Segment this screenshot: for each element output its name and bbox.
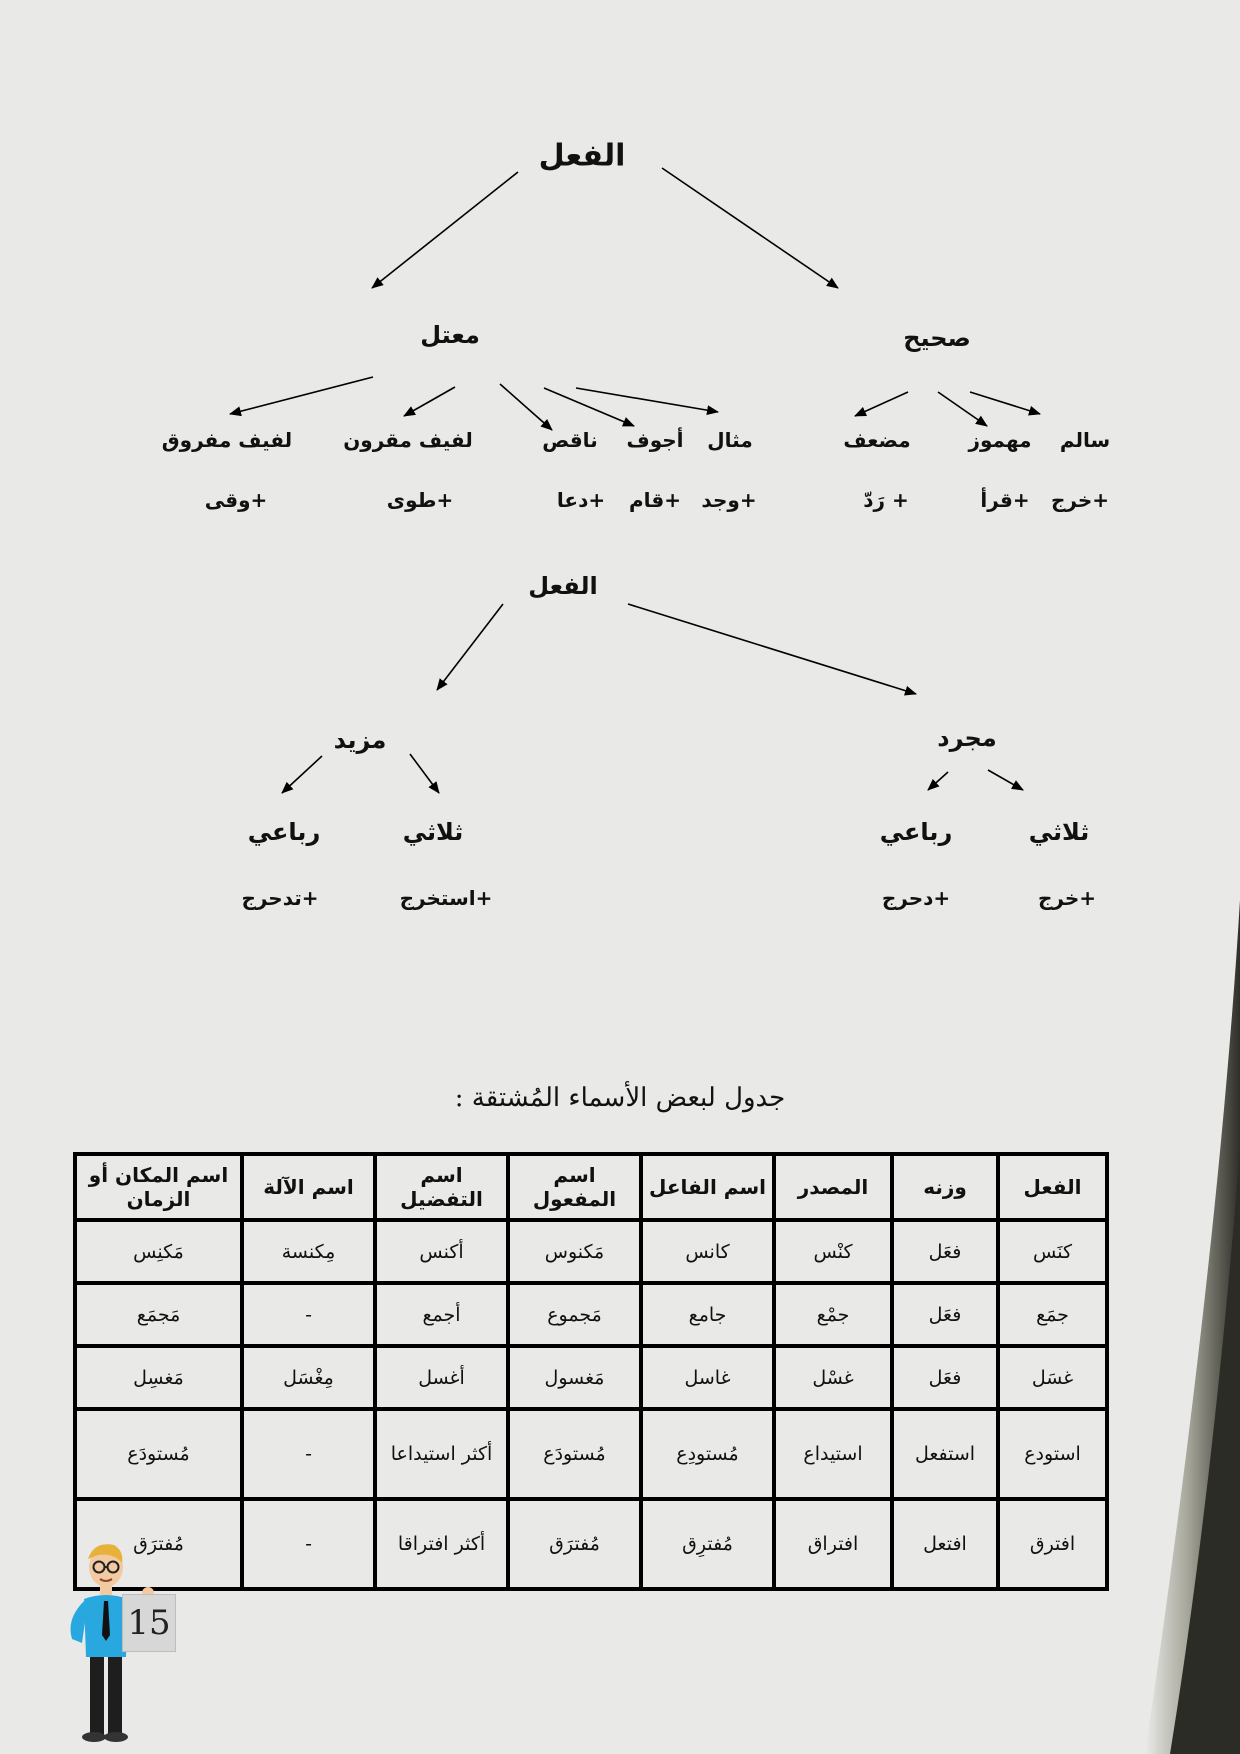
tree1-mahmouz: مهموز bbox=[968, 428, 1032, 452]
table-header: اسم المفعول bbox=[508, 1154, 641, 1220]
arrow-mujarrad-rubai bbox=[928, 772, 948, 790]
tree2-mujarrad-thulathi-example: +خرج bbox=[1037, 886, 1097, 910]
table-cell: أجمع bbox=[375, 1283, 508, 1346]
table-cell: جمْع bbox=[774, 1283, 892, 1346]
tree2-mazid-rubai: رباعي bbox=[247, 818, 321, 846]
tree1-mahmouz-example: +قرأ bbox=[980, 488, 1030, 512]
tree2-mujarrad-rubai-example: +دحرج bbox=[881, 886, 951, 910]
arrow-root-mutal bbox=[372, 172, 518, 288]
table-cell: افتعل bbox=[892, 1499, 998, 1589]
table-cell: مَكنِس bbox=[75, 1220, 242, 1283]
tree1-ajwaf: أجوف bbox=[626, 428, 684, 452]
tree2-root: الفعل bbox=[528, 572, 598, 600]
tree2-mujarrad: مجرد bbox=[937, 724, 997, 752]
tree1-mithal: مثال bbox=[707, 428, 753, 452]
tree1-lafif-maqroun: لفيف مقرون bbox=[343, 428, 473, 452]
tree1-mutal: معتل bbox=[420, 321, 480, 349]
table-cell: مَغسول bbox=[508, 1346, 641, 1409]
table-cell: أكثر افتراقا bbox=[375, 1499, 508, 1589]
table-header: اسم الآلة bbox=[242, 1154, 375, 1220]
table-cell: جمَع bbox=[998, 1283, 1107, 1346]
arrow-sahih-salim bbox=[970, 392, 1040, 414]
tree2-mazid-thulathi-example: +استخرج bbox=[399, 886, 493, 910]
table-cell: أكنس bbox=[375, 1220, 508, 1283]
table-cell: - bbox=[242, 1283, 375, 1346]
table-cell: مُستودَع bbox=[508, 1409, 641, 1499]
arrow-mujarrad-thulathi bbox=[988, 770, 1023, 790]
table-header: المصدر bbox=[774, 1154, 892, 1220]
arrow-mutal-ajwaf bbox=[544, 388, 634, 426]
table-header: الفعل bbox=[998, 1154, 1107, 1220]
arrow-root2-mazid bbox=[437, 604, 503, 690]
arrow-sahih-mahmouz bbox=[938, 392, 987, 426]
table-row bbox=[75, 1409, 1107, 1499]
arrow-mutal-lafif-maqroun bbox=[404, 387, 455, 416]
table-cell: استفعل bbox=[892, 1409, 998, 1499]
tree1-lafif-maqroun-example: +طوى bbox=[386, 488, 454, 512]
arrow-mutal-lafif-mafrouq bbox=[230, 377, 373, 414]
table-cell: مَجموع bbox=[508, 1283, 641, 1346]
table-header: اسم الفاعل bbox=[641, 1154, 774, 1220]
tree1-mudaaf: مضعف bbox=[843, 428, 911, 452]
table-cell: مُستودَع bbox=[75, 1409, 242, 1499]
tree2-mujarrad-rubai: رباعي bbox=[879, 818, 953, 846]
table-cell: أغسل bbox=[375, 1346, 508, 1409]
table-cell: مِكنسة bbox=[242, 1220, 375, 1283]
arrow-mutal-mithal bbox=[576, 388, 718, 412]
table-cell: فعَل bbox=[892, 1220, 998, 1283]
table-cell: مِغْسَل bbox=[242, 1346, 375, 1409]
table-cell: كنَس bbox=[998, 1220, 1107, 1283]
table-cell: مُفترَق bbox=[508, 1499, 641, 1589]
table-title: جدول لبعض الأسماء المُشتقة : bbox=[454, 1083, 786, 1113]
tree1-salim: سالم bbox=[1059, 428, 1111, 452]
table-cell: مَكنوس bbox=[508, 1220, 641, 1283]
table-cell: مُفترَق bbox=[75, 1499, 242, 1589]
tree1-root: الفعل bbox=[538, 138, 626, 174]
table-cell: كانس bbox=[641, 1220, 774, 1283]
tree1-salim-example: +خرج bbox=[1050, 488, 1110, 512]
table-cell: - bbox=[242, 1409, 375, 1499]
table-cell: جامع bbox=[641, 1283, 774, 1346]
tree1-sahih: صحيح bbox=[903, 324, 971, 352]
arrow-root-sahih bbox=[662, 168, 838, 288]
tree1-mudaaf-example: + رَدّ bbox=[863, 488, 909, 512]
arrow-sahih-mudaaf bbox=[855, 392, 908, 416]
table-cell: مَجمَع bbox=[75, 1283, 242, 1346]
tree1-lafif-mafrouq: لفيف مفروق bbox=[161, 428, 293, 452]
tree1-ajwaf-example: +قام bbox=[628, 488, 682, 512]
table-cell: مَغسِل bbox=[75, 1346, 242, 1409]
table-cell: مُستودِع bbox=[641, 1409, 774, 1499]
table-row bbox=[75, 1220, 1107, 1283]
table-cell: غسْل bbox=[774, 1346, 892, 1409]
table-row bbox=[75, 1346, 1107, 1409]
table-cell: فعَل bbox=[892, 1283, 998, 1346]
tree1-mithal-example: +وجد bbox=[701, 488, 757, 512]
arrow-mazid-thulathi bbox=[410, 754, 439, 793]
table-row bbox=[75, 1499, 1107, 1589]
arrow-mutal-naqis bbox=[500, 384, 552, 430]
table-header-row bbox=[75, 1154, 1107, 1220]
tree2-mujarrad-thulathi: ثلاثي bbox=[1028, 818, 1090, 846]
table-header: وزنه bbox=[892, 1154, 998, 1220]
table-cell: افترق bbox=[998, 1499, 1107, 1589]
table-header: اسم المكان أو الزمان bbox=[75, 1154, 242, 1220]
table-cell: استيداع bbox=[774, 1409, 892, 1499]
table-cell: غاسل bbox=[641, 1346, 774, 1409]
table-cell: غسَل bbox=[998, 1346, 1107, 1409]
derivatives-table bbox=[73, 1152, 1109, 1591]
table-cell: افتراق bbox=[774, 1499, 892, 1589]
table-cell: مُفترِق bbox=[641, 1499, 774, 1589]
table-cell: فعَل bbox=[892, 1346, 998, 1409]
table-row bbox=[75, 1283, 1107, 1346]
arrow-root2-mujarrad bbox=[628, 604, 916, 694]
table-header: اسم التفضيل bbox=[375, 1154, 508, 1220]
tree2-mazid-thulathi: ثلاثي bbox=[402, 818, 464, 846]
tree1-naqis: ناقص bbox=[542, 428, 598, 452]
table-cell: أكثر استيداعا bbox=[375, 1409, 508, 1499]
tree2-mazid: مزيد bbox=[333, 726, 387, 754]
table-cell: - bbox=[242, 1499, 375, 1589]
tree1-lafif-mafrouq-example: +وقى bbox=[204, 488, 268, 512]
table-cell: استودع bbox=[998, 1409, 1107, 1499]
table-cell: كنْس bbox=[774, 1220, 892, 1283]
tree2-mazid-rubai-example: +تدحرج bbox=[241, 886, 319, 910]
arrow-mazid-rubai bbox=[282, 756, 322, 793]
tree1-naqis-example: +دعا bbox=[556, 488, 606, 512]
page-number: 15 bbox=[122, 1594, 176, 1652]
